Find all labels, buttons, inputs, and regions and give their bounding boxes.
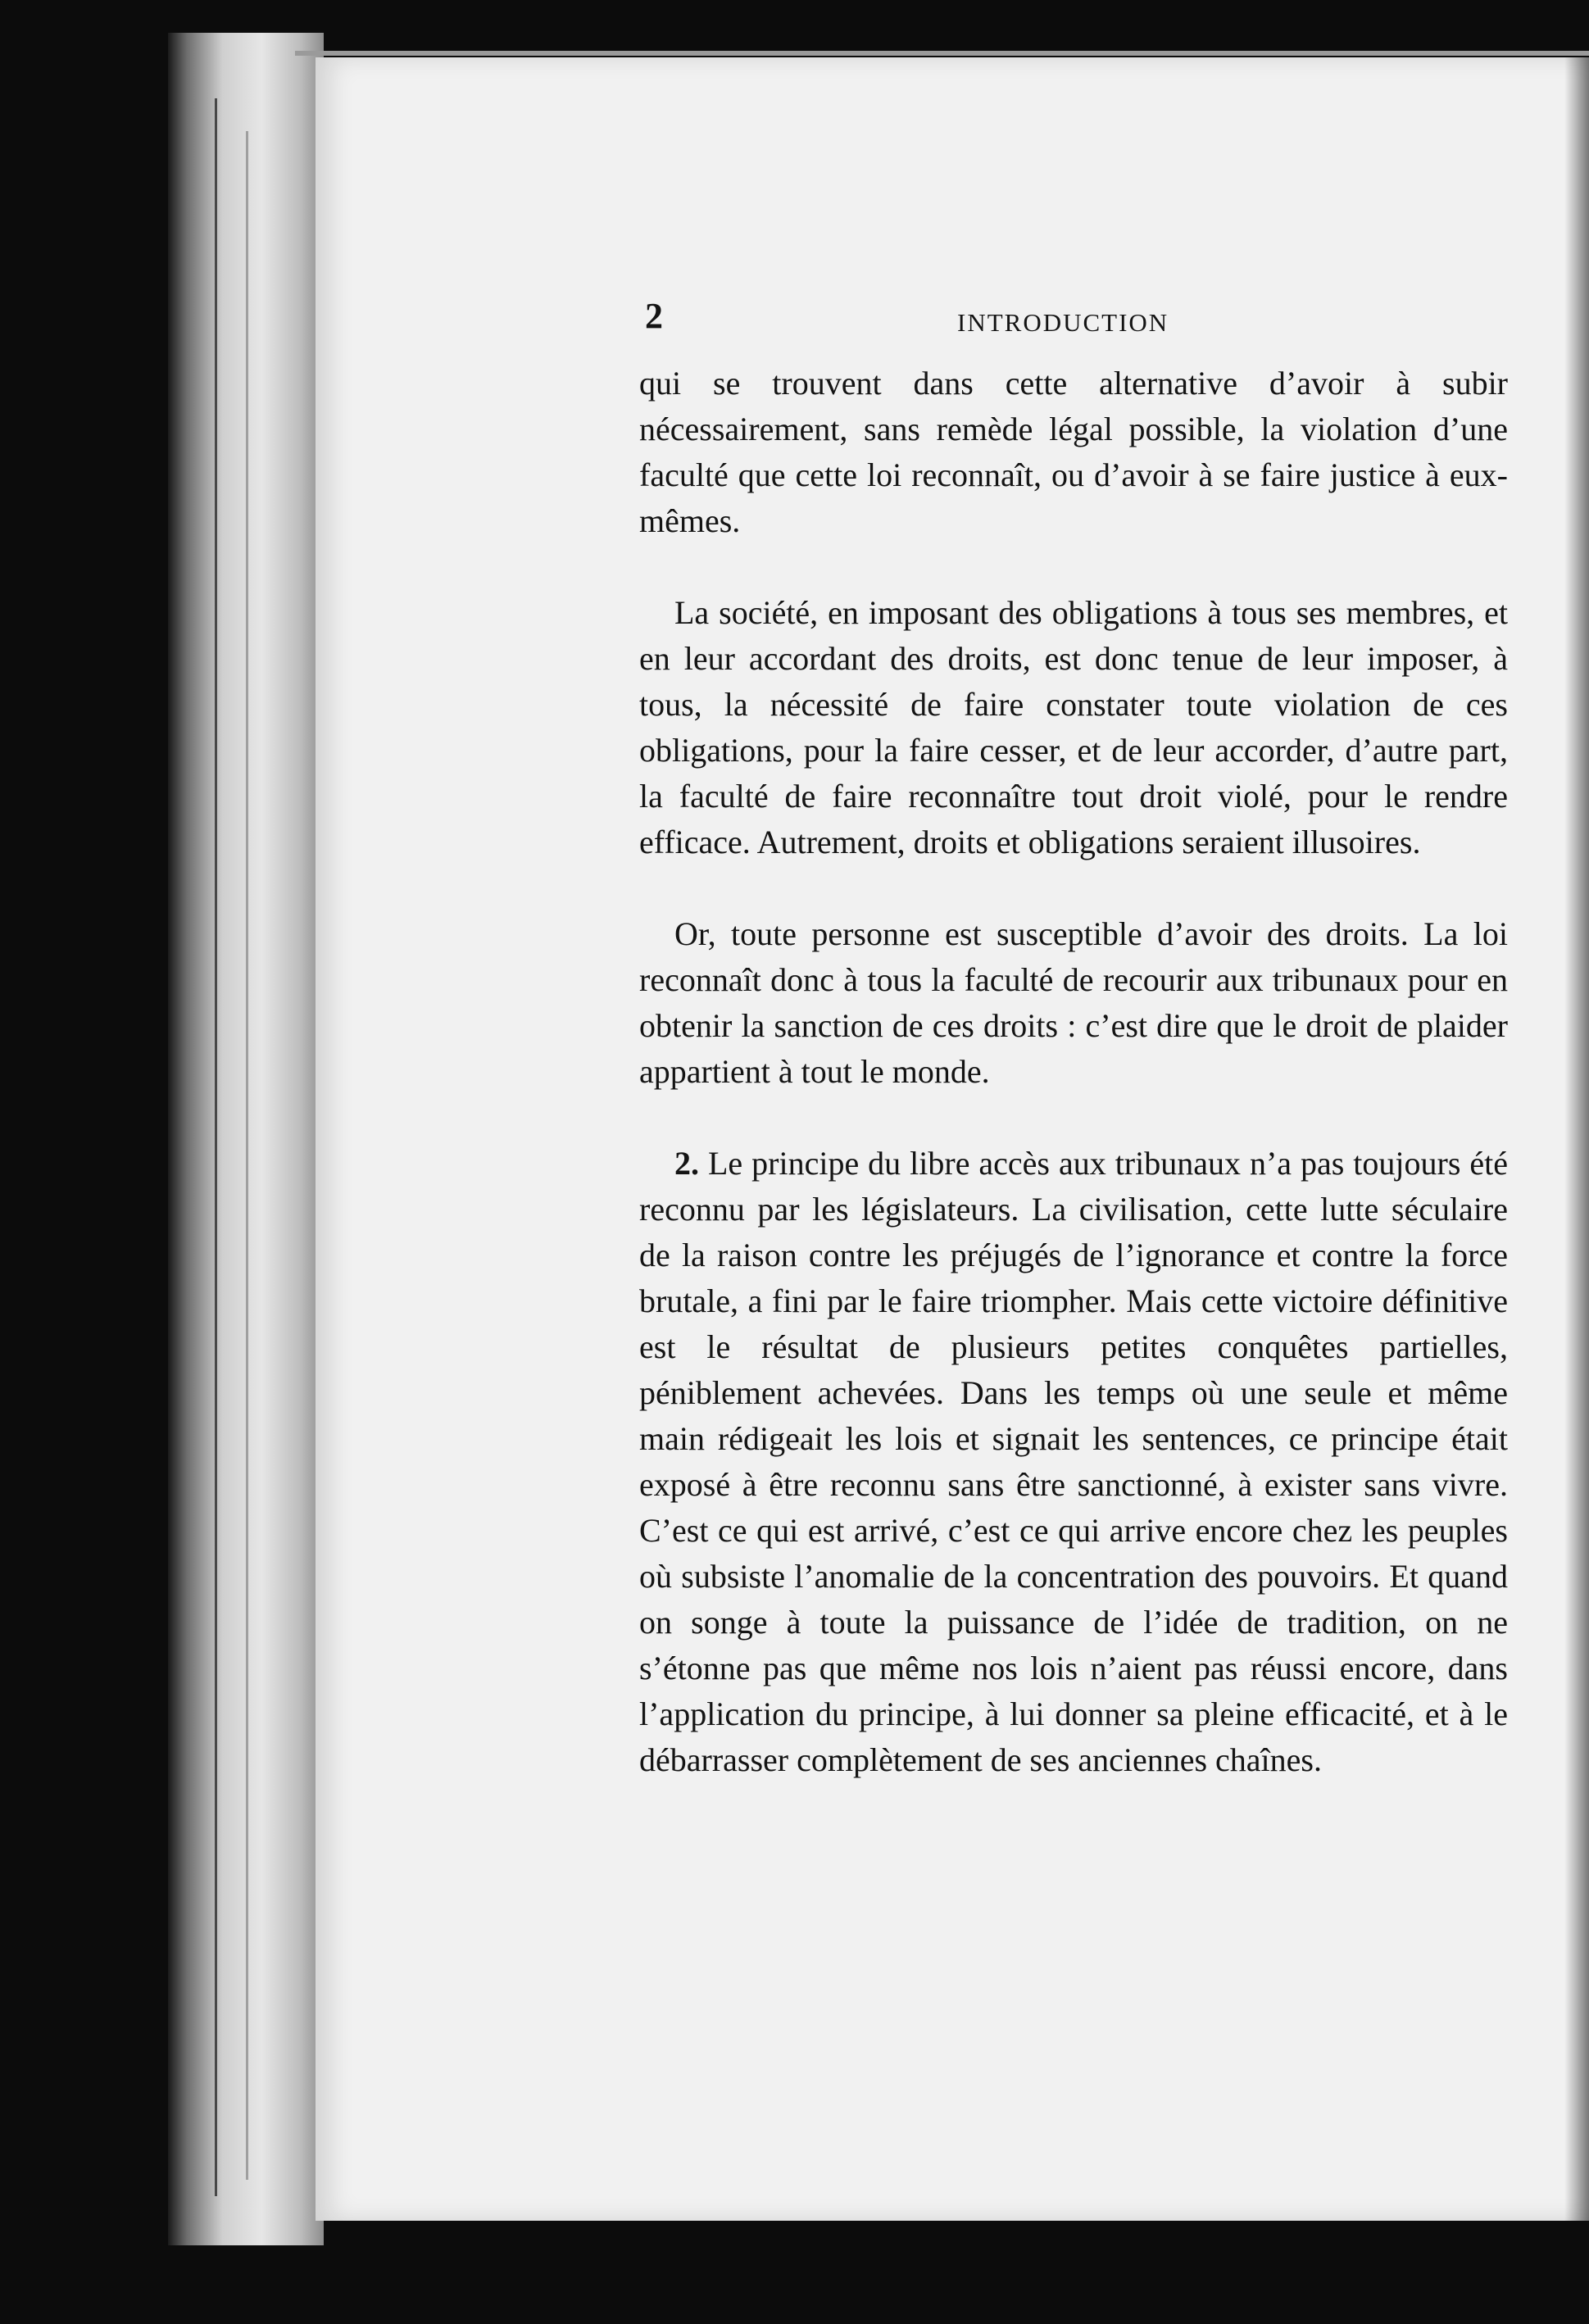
numbered-paragraph <box>639 1141 1508 1783</box>
section-number: 2. <box>674 1145 699 1182</box>
binding-edge-line <box>246 131 248 2180</box>
page-header <box>639 295 1508 361</box>
paragraph: La société, en imposant des obligations à tous ses membres, et en leur accordant des droits, est donc tenue de leur imposer, à tous, la nécessité de faire constater toute violation de ces obligations, pour la faire cesser, et de leur accorder, d’autre part, la faculté de faire reconnaître tout droit violé, pour le rendre efficace. Autrement, droits et obligations seraient illusoires. <box>639 594 1508 860</box>
paragraph-body: Le principe du libre accès aux tribunaux n’a pas toujours été reconnu par les législateurs. La civilisation, cette lutte séculaire de la raison contre les préjugés de l’ignorance et contre la force brutale, a fini par le faire triompher. Mais cette victoire définitive est le résultat de plusieurs petites conquêtes partielles, péniblement achevées. Dans les temps où une seule et même main rédigeait les lois et signait les sentences, ce principe était exposé à être reconnu sans être sanctionné, à exister sans vivre. C’est ce qui est arrivé, c’est ce qui arrive encore chez les peuples où subsiste l’anomalie de la concentration des pouvoirs. Et quand on songe à toute la puissance de l’idée de tradition, on ne s’étonne pas que même nos lois n’aient pas réussi encore, dans l’application du principe, à lui donner sa pleine efficacité, et à le débarrasser complètement de ses anciennes chaînes. <box>639 1145 1509 1778</box>
binding-edge-line <box>215 98 217 2196</box>
page-text-block <box>639 295 1508 1783</box>
page-top-edge <box>295 51 1589 56</box>
page-right-shadow <box>1564 57 1589 2221</box>
running-head: INTRODUCTION <box>957 308 1169 337</box>
paragraph-continued: qui se trouvent dans cette alternative d’avoir à subir nécessairement, sans remède légal possible, la violation d’une faculté que cette loi reconnaît, ou d’avoir à se faire justice à eux-mêmes. <box>639 365 1508 539</box>
paragraph: Or, toute personne est susceptible d’avoir des droits. La loi reconnaît donc à tous la faculté de recourir aux tribunaux pour en obtenir la sanction de ces droits : c’est dire que le droit de plaider appartient à tout le monde. <box>639 915 1508 1090</box>
page-number: 2 <box>645 296 663 336</box>
